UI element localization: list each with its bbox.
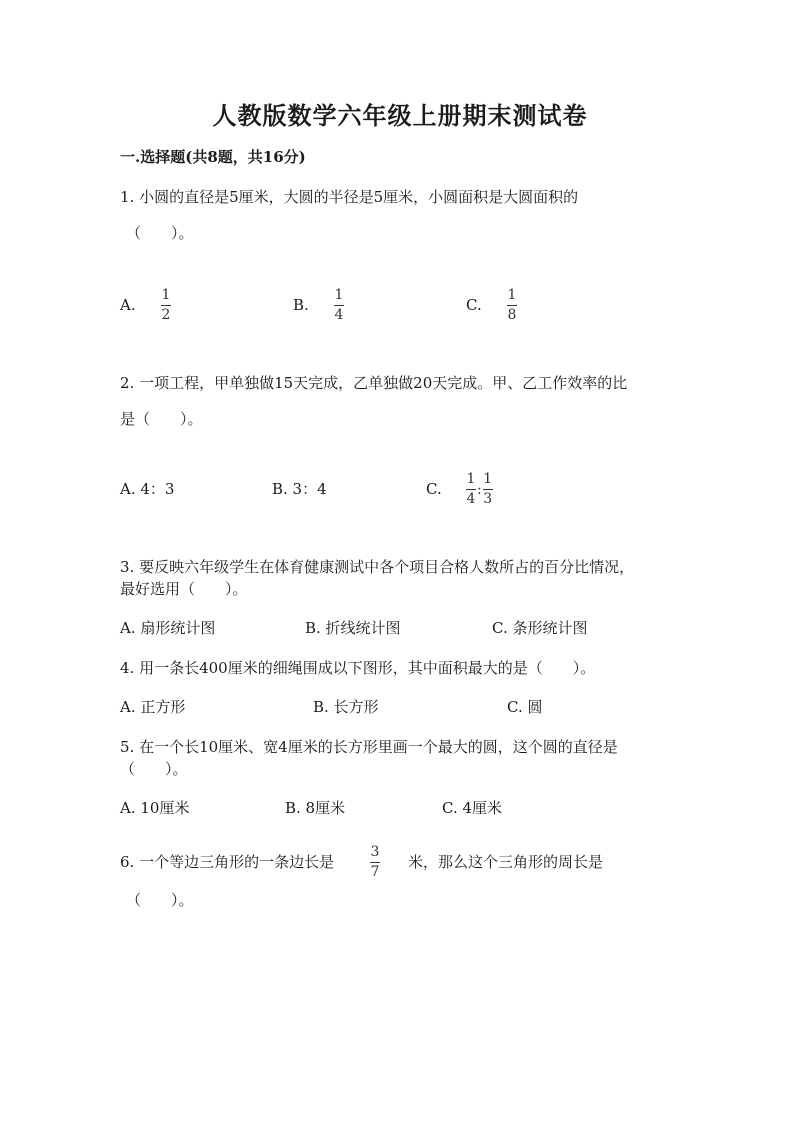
q1-option-c-fraction bbox=[507, 288, 517, 323]
fraction-denominator: 2 bbox=[161, 307, 171, 323]
fraction-denominator: 7 bbox=[370, 864, 380, 880]
question-5-text: 5. 在一个长10厘米、宽4厘米的长方形里画一个最大的圆，这个圆的直径是 bbox=[120, 738, 618, 756]
question-1-blank: （ ）。 bbox=[126, 224, 194, 242]
q4-option-a: A. 正方形 bbox=[120, 698, 186, 716]
question-5-blank: （ ）。 bbox=[120, 760, 188, 778]
q1-option-a-label: A. bbox=[120, 296, 136, 314]
fraction-denominator: 4 bbox=[334, 307, 344, 323]
question-2-blank: 是（ ）。 bbox=[120, 410, 203, 428]
fraction-numerator: 1 bbox=[334, 287, 344, 303]
fraction-bar bbox=[507, 305, 517, 306]
fraction-bar bbox=[370, 862, 380, 863]
q5-option-c: C. 4厘米 bbox=[442, 799, 503, 817]
q1-option-a-fraction bbox=[161, 288, 171, 323]
q4-option-c: C. 圆 bbox=[507, 698, 543, 716]
q3-option-b: B. 折线统计图 bbox=[305, 619, 401, 637]
fraction-numerator: 1 bbox=[483, 471, 493, 487]
q5-option-a: A. 10厘米 bbox=[120, 799, 190, 817]
question-1-text: 1. 小圆的直径是5厘米，大圆的半径是5厘米，小圆面积是大圆面积的 bbox=[120, 188, 579, 206]
question-2-text: 2. 一项工程，甲单独做15天完成，乙单独做20天完成。甲、乙工作效率的比 bbox=[120, 374, 628, 392]
q4-option-b: B. 长方形 bbox=[313, 698, 379, 716]
q1-option-b-label: B. bbox=[293, 296, 309, 314]
fraction-denominator: 4 bbox=[466, 491, 476, 507]
fraction-denominator: 3 bbox=[483, 491, 493, 507]
fraction-bar bbox=[161, 305, 171, 306]
q2-option-c-ratio bbox=[466, 472, 493, 507]
question-4-text: 4. 用一条长400厘米的细绳围成以下图形，其中面积最大的是（ ）。 bbox=[120, 659, 596, 677]
question-3-blank: 最好选用（ ）。 bbox=[120, 580, 248, 598]
q2-option-b: B. 3：4 bbox=[272, 480, 327, 498]
fraction-numerator: 1 bbox=[507, 287, 517, 303]
fraction-bar bbox=[466, 489, 476, 490]
fraction-numerator: 1 bbox=[161, 287, 171, 303]
q2-option-c-label: C. bbox=[426, 480, 442, 498]
question-6-text-end: 米，那么这个三角形的周长是 bbox=[408, 853, 604, 871]
fraction-denominator: 8 bbox=[507, 307, 517, 323]
fraction-bar bbox=[334, 305, 344, 306]
ratio-first-fraction bbox=[466, 472, 476, 507]
q5-option-b: B. 8厘米 bbox=[285, 799, 346, 817]
question-6-blank: （ ）。 bbox=[126, 891, 194, 909]
page-title: 人教版数学六年级上册期末测试卷 bbox=[212, 101, 588, 130]
q3-option-c: C. 条形统计图 bbox=[492, 619, 588, 637]
question-3-text: 3. 要反映六年级学生在体育健康测试中各个项目合格人数所占的百分比情况， bbox=[120, 558, 635, 576]
q2-option-a: A. 4：3 bbox=[120, 480, 175, 498]
q6-fraction bbox=[370, 845, 380, 880]
q1-option-b-fraction bbox=[334, 288, 344, 323]
fraction-bar bbox=[483, 489, 493, 490]
question-6-text-start: 6. 一个等边三角形的一条边长是 bbox=[120, 853, 335, 871]
section-heading: 一.选择题(共8题，共16分) bbox=[120, 148, 306, 166]
fraction-numerator: 1 bbox=[466, 471, 476, 487]
ratio-colon: : bbox=[477, 481, 482, 498]
q1-option-c-label: C. bbox=[466, 296, 482, 314]
fraction-numerator: 3 bbox=[370, 844, 380, 860]
q3-option-a: A. 扇形统计图 bbox=[120, 619, 216, 637]
ratio-second-fraction bbox=[483, 472, 493, 507]
